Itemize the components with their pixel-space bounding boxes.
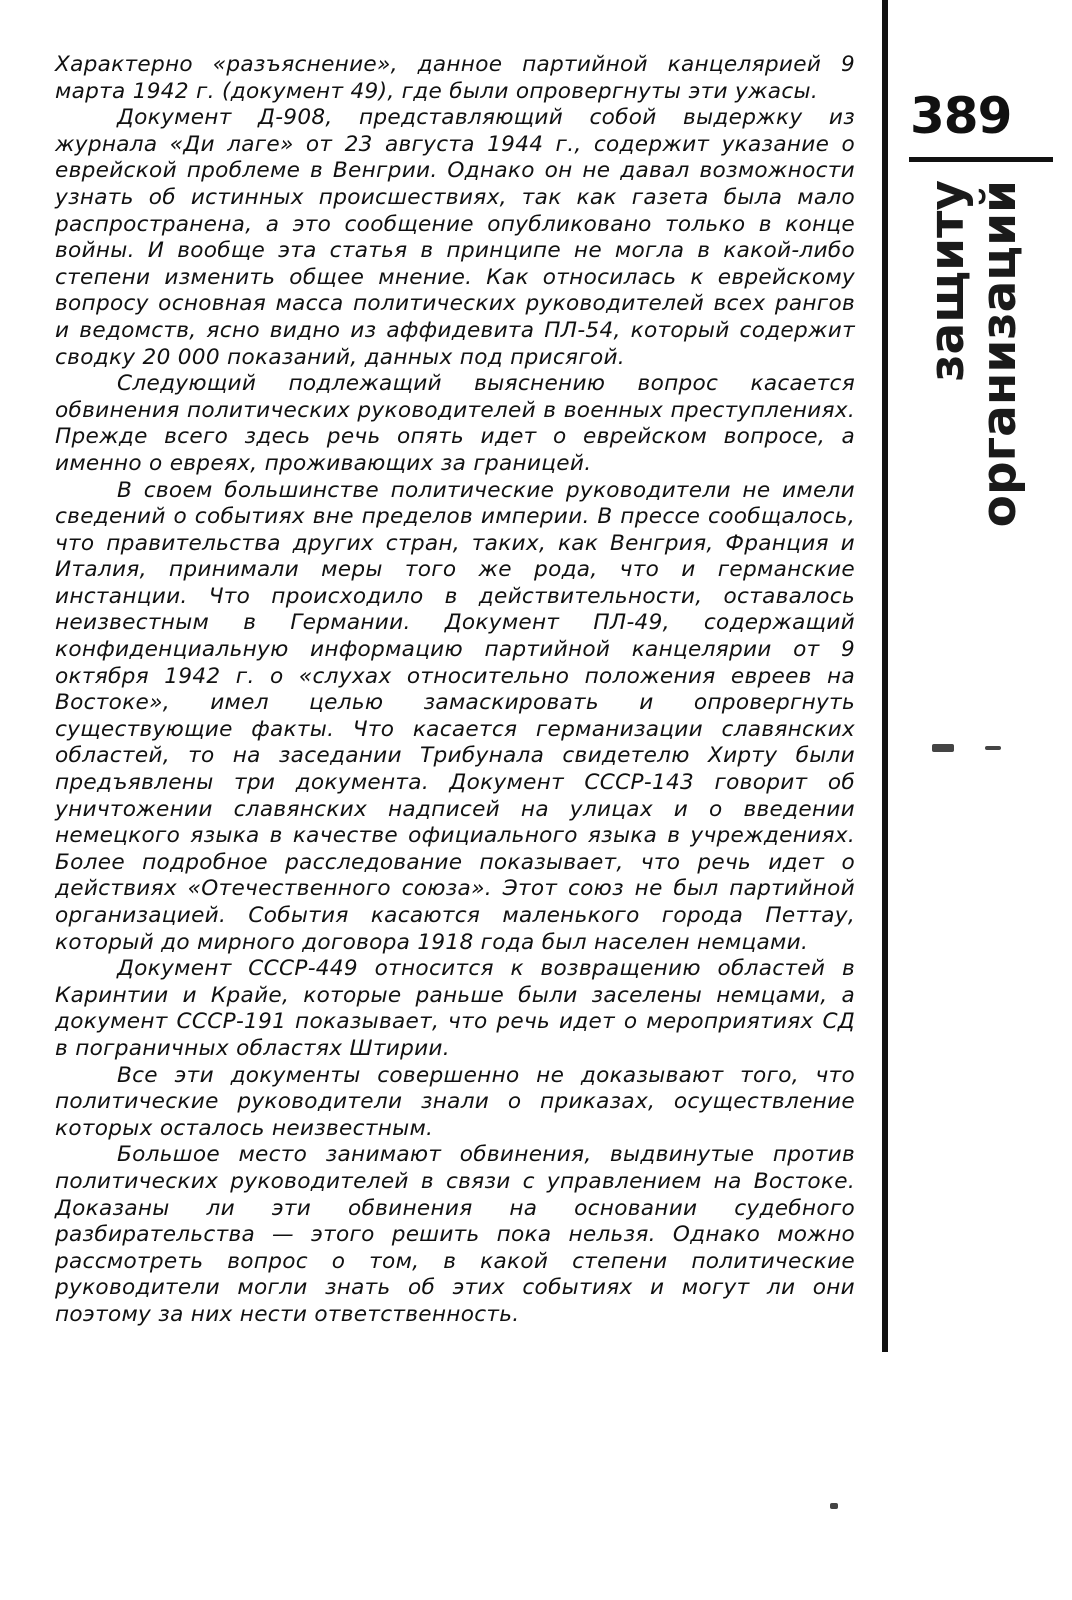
paragraph-7: Большое место занимают обвинения, выдвинутые против политических руководителей в связи с управлением на Востоке. Доказаны ли эти обвинения на основании судебного разбирательства — этого решить пока нельзя. Однако можно рассмотреть вопрос о том, в какой степени политические руководители могли знать об этих событиях и могут ли они поэтому за них нести ответственность. (55, 1142, 855, 1327)
scan-speck (985, 746, 1001, 750)
running-head-line-2: организаций (972, 180, 1027, 528)
paragraph-5: Документ СССР-449 относится к возвращению областей в Каринтии и Крайе, которые раньше были заселены немцами, а документ СССР-191 показывает, что речь идет о мероприятиях СД в пограничных областях Штирии. (55, 956, 855, 1061)
paragraph-3: Следующий подлежащий выяснению вопрос касается обвинения политических руководителей в военных преступлениях. Прежде всего здесь речь опять идет о еврейском вопросе, а именно о евреях, проживающих за границей. (55, 371, 855, 476)
page-number: 389 (910, 87, 1012, 145)
page-number-underline (909, 157, 1053, 162)
running-head-line-1: защиту (920, 180, 975, 382)
paragraph-1: Характерно «разъяснение», данное партийной канцелярией 9 марта 1942 г. (документ 49), где были опровергнуты эти ужасы. (55, 52, 855, 104)
scan-speck (830, 1503, 838, 1509)
running-head-text (922, 180, 1026, 600)
running-head (920, 180, 1062, 1020)
margin-vertical-rule (882, 0, 888, 1352)
paragraph-4: В своем большинстве политические руководители не имели сведений о событиях вне пределов империи. В прессе сообщалось, что правительства других стран, таких, как Венгрия, Франция и Италия, принимали меры того же рода, что и германские инстанции. Что происходило в действительности, оставалось неизвестным в Германии. Документ ПЛ-49, содержащий конфиденциальную информацию партийной канцелярии от 9 октября 1942 г. о «слухах относительно положения евреев на Востоке», имел целью замаскировать и опровергнуть существующие факты. Что касается германизации славянских областей, то на заседании Трибунала свидетелю Хирту были предъявлены три документа. Документ СССР-143 говорит об уничтожении славянских надписей на улицах и о введении немецкого языка в качестве официального языка в учреждениях. Более подробное расследование показывает, что речь идет о действиях «Отечественного союза». Этот союз не был партийной организацией. События касаются маленького города Петтау, который до мирного договора 1918 года был населен немцами. (55, 477, 855, 955)
scan-speck (932, 744, 954, 752)
paragraph-2: Документ Д-908, представляющий собой выдержку из журнала «Ди лаге» от 23 августа 1944 г., содержит указание о еврейской проблеме в Венгрии. Однако он не давал возможности узнать об истинных происшествиях, так как газета была мало распространена, а это сообщение опубликовано только в конце войны. И вообще эта статья в принципе не могла в какой-либо степени изменить общее мнение. Как относилась к еврейскому вопросу основная масса политических руководителей всех рангов и ведомств, ясно видно из аффидевита ПЛ-54, который содержит сводку 20 000 показаний, данных под присягой. (55, 105, 855, 370)
paragraph-6: Все эти документы совершенно не доказывают того, что политические руководители знали о приказах, осуществление которых осталось неизвестным. (55, 1062, 855, 1141)
body-text (55, 52, 855, 1329)
